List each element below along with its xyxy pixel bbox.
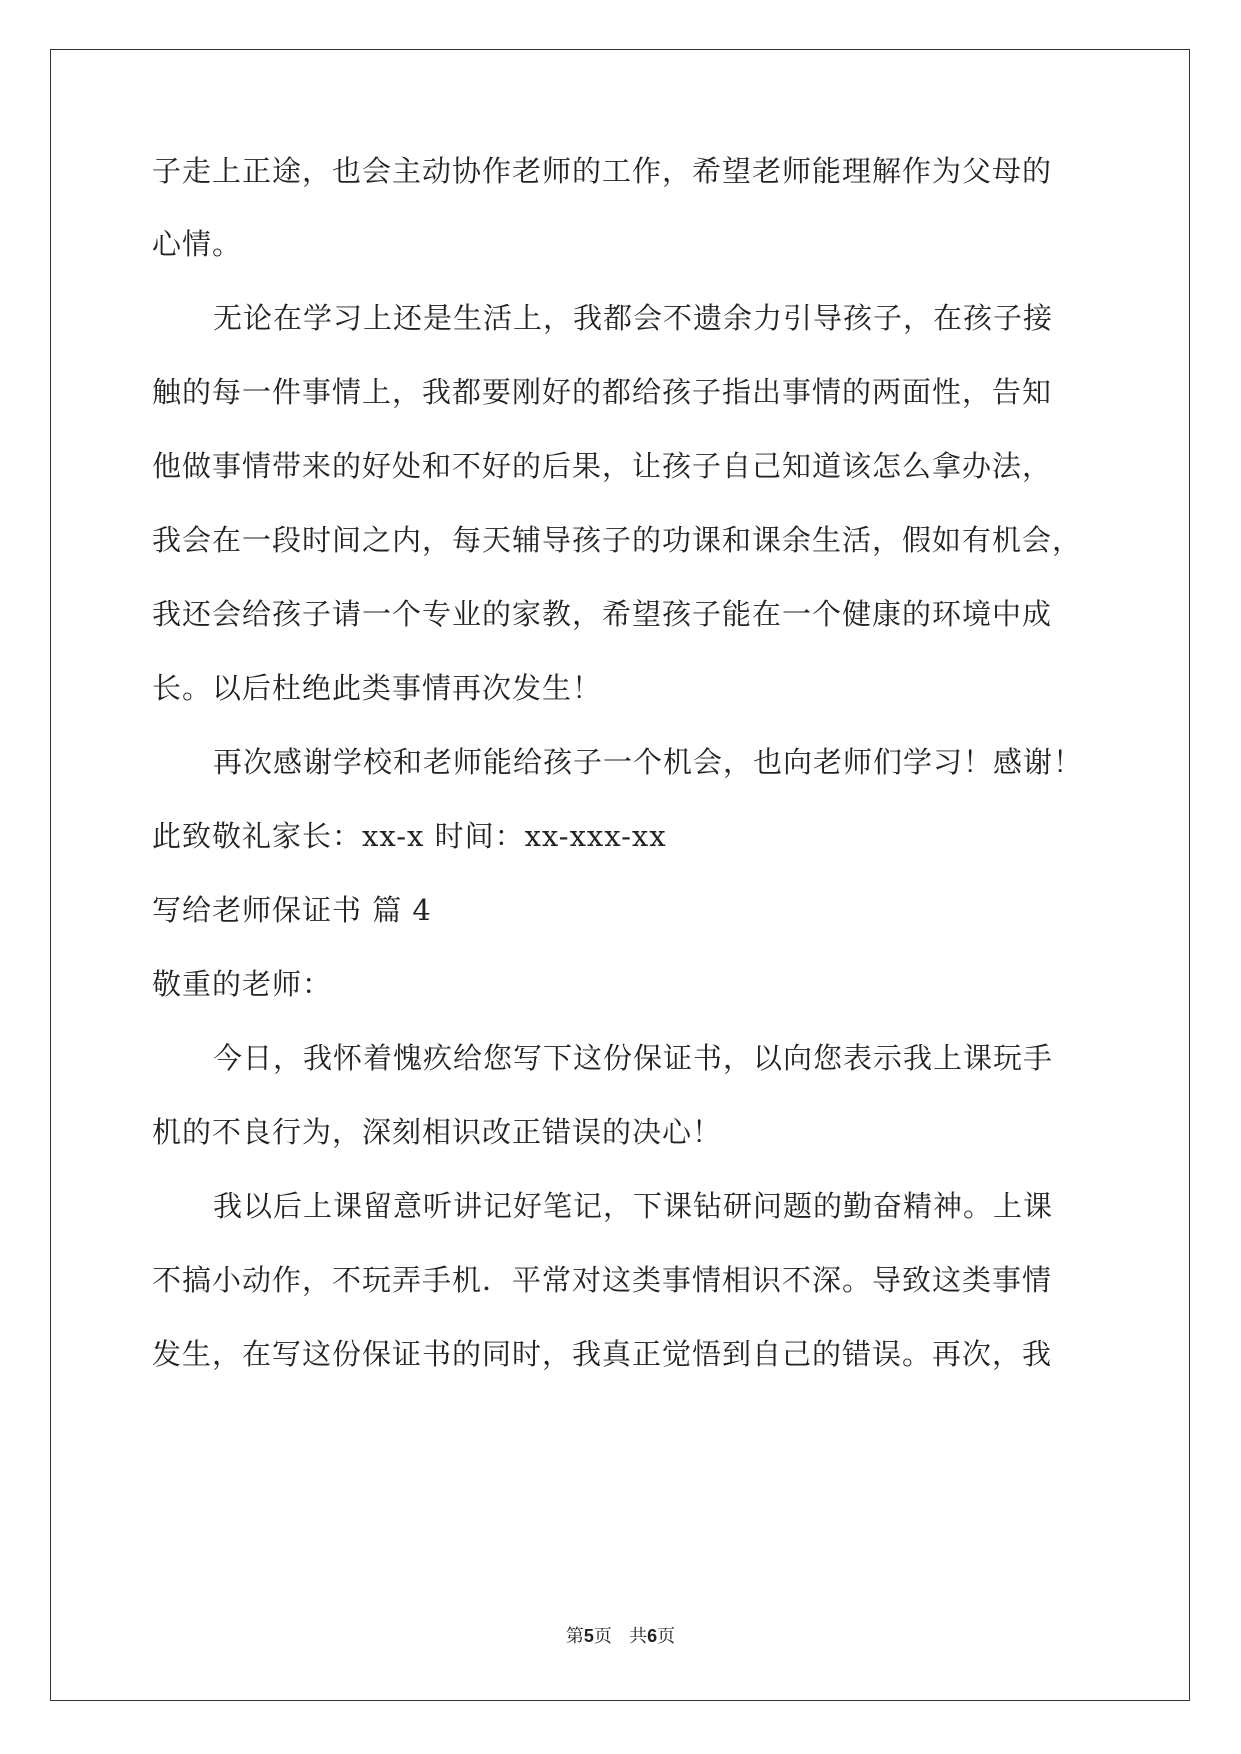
text-line-10: 此致敬礼家长：xx-x 时间：xx-xxx-xx: [152, 819, 667, 853]
footer-page-suffix: 页: [657, 1626, 676, 1647]
text-line-4: 触的每一件事情上，我都要刚好的都给孩子指出事情的两面性，告知: [152, 375, 1053, 409]
salutation: 敬重的老师：: [152, 967, 333, 1001]
text-line-16: 不搞小动作，不玩弄手机．平常对这类事情相识不深。导致这类事情: [152, 1263, 1053, 1297]
footer-page-prefix: 第: [565, 1626, 584, 1647]
text-line-8: 长。以后杜绝此类事情再次发生！: [152, 671, 603, 705]
page-footer: [0, 1624, 1241, 1649]
page-border: [50, 49, 1190, 1701]
footer-total-pages: 6: [647, 1626, 658, 1646]
text-line-2: 心情。: [152, 227, 243, 261]
text-line-3: 无论在学习上还是生活上，我都会不遗余力引导孩子，在孩子接: [213, 301, 1054, 335]
section-heading: 写给老师保证书 篇 4: [152, 893, 432, 927]
text-line-9: 再次感谢学校和老师能给孩子一个机会，也向老师们学习！感谢！: [213, 745, 1084, 779]
text-line-14: 机的不良行为，深刻相识改正错误的决心！: [152, 1115, 723, 1149]
text-line-17: 发生，在写这份保证书的同时，我真正觉悟到自己的错误。再次，我: [152, 1337, 1053, 1371]
footer-page-mid: 页 共: [593, 1626, 648, 1647]
text-line-6: 我会在一段时间之内，每天辅导孩子的功课和课余生活，假如有机会，: [152, 523, 1083, 557]
text-line-13: 今日，我怀着愧疚给您写下这份保证书，以向您表示我上课玩手: [213, 1041, 1054, 1075]
text-line-5: 他做事情带来的好处和不好的后果，让孩子自己知道该怎么拿办法，: [152, 449, 1053, 483]
text-line-1: 子走上正途，也会主动协作老师的工作，希望老师能理解作为父母的: [152, 154, 1053, 188]
footer-current-page: 5: [583, 1626, 594, 1646]
text-line-15: 我以后上课留意听讲记好笔记，下课钻研问题的勤奋精神。上课: [213, 1189, 1054, 1223]
text-line-7: 我还会给孩子请一个专业的家教，希望孩子能在一个健康的环境中成: [152, 597, 1053, 631]
